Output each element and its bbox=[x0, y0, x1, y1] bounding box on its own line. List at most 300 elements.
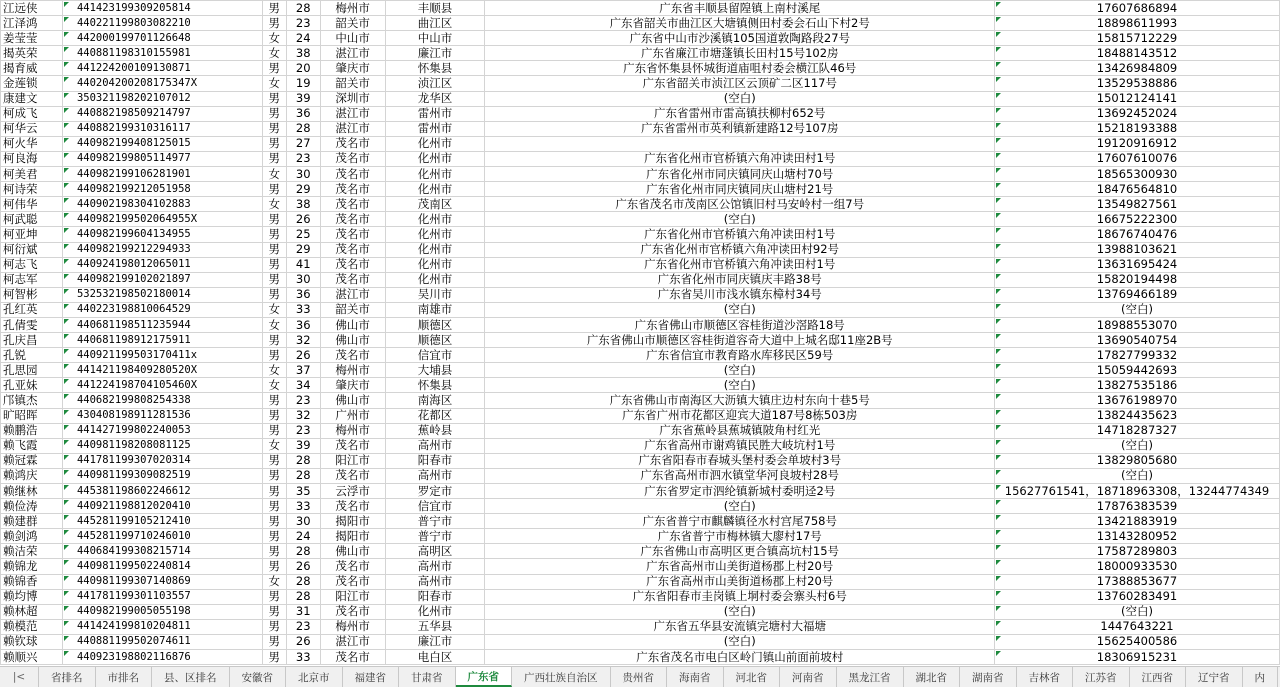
district-cell[interactable]: 怀集县 bbox=[385, 378, 485, 393]
address-cell[interactable]: 广东省阳春市春城头堡村委会单坡村3号 bbox=[485, 453, 995, 468]
address-cell[interactable]: 广东省佛山市顺德区容桂街道容奇大道中上城名邸11座2B号 bbox=[485, 333, 995, 348]
name-cell[interactable]: 柯亚坤 bbox=[1, 227, 63, 242]
name-cell[interactable]: 孔倩雯 bbox=[1, 317, 63, 332]
address-cell[interactable]: 广东省信宜市教育路水库移民区59号 bbox=[485, 348, 995, 363]
sheet-tab[interactable]: 海南省 bbox=[667, 667, 724, 687]
address-cell[interactable]: 广东省茂名市电白区岭门镇山前面前坡村 bbox=[485, 650, 995, 665]
name-cell[interactable]: 赖冠霖 bbox=[1, 453, 63, 468]
age-cell[interactable]: 28 bbox=[286, 1, 320, 16]
phone-cell[interactable]: 18565300930 bbox=[995, 167, 1280, 182]
gender-cell[interactable]: 男 bbox=[262, 151, 286, 166]
name-cell[interactable]: 赖模范 bbox=[1, 619, 63, 634]
sheet-tab[interactable]: 贵州省 bbox=[611, 667, 668, 687]
gender-cell[interactable]: 男 bbox=[262, 106, 286, 121]
phone-cell[interactable]: 13426984809 bbox=[995, 61, 1280, 76]
district-cell[interactable]: 信宜市 bbox=[385, 499, 485, 514]
gender-cell[interactable]: 男 bbox=[262, 16, 286, 31]
age-cell[interactable]: 32 bbox=[286, 333, 320, 348]
phone-cell[interactable]: (空白) bbox=[995, 302, 1280, 317]
city-cell[interactable]: 阳江市 bbox=[320, 589, 385, 604]
city-cell[interactable]: 茂名市 bbox=[320, 348, 385, 363]
district-cell[interactable]: 怀集县 bbox=[385, 61, 485, 76]
gender-cell[interactable]: 女 bbox=[262, 438, 286, 453]
district-cell[interactable]: 化州市 bbox=[385, 182, 485, 197]
name-cell[interactable]: 柯衍斌 bbox=[1, 242, 63, 257]
phone-cell[interactable]: 17388853677 bbox=[995, 574, 1280, 589]
address-cell[interactable]: (空白) bbox=[485, 91, 995, 106]
phone-cell[interactable]: 17587289803 bbox=[995, 544, 1280, 559]
address-cell[interactable]: 广东省高州市山美街道杨郡上村20号 bbox=[485, 574, 995, 589]
sheet-tab[interactable]: 广东省 bbox=[456, 667, 513, 687]
district-cell[interactable]: 化州市 bbox=[385, 272, 485, 287]
name-cell[interactable]: 柯志军 bbox=[1, 272, 63, 287]
address-cell[interactable]: 广东省化州市同庆镇同庆山塘村21号 bbox=[485, 182, 995, 197]
phone-cell[interactable]: 13824435623 bbox=[995, 408, 1280, 423]
sheet-tab[interactable]: 甘肃省 bbox=[399, 667, 456, 687]
age-cell[interactable]: 19 bbox=[286, 76, 320, 91]
age-cell[interactable]: 26 bbox=[286, 212, 320, 227]
district-cell[interactable]: 化州市 bbox=[385, 257, 485, 272]
district-cell[interactable]: 蕉岭县 bbox=[385, 423, 485, 438]
name-cell[interactable]: 孔锐 bbox=[1, 348, 63, 363]
city-cell[interactable]: 茂名市 bbox=[320, 167, 385, 182]
district-cell[interactable]: 顺德区 bbox=[385, 317, 485, 332]
id-number-cell[interactable]: 440982199102021897 bbox=[62, 272, 262, 287]
city-cell[interactable]: 梅州市 bbox=[320, 363, 385, 378]
phone-cell[interactable]: 15012124141 bbox=[995, 91, 1280, 106]
district-cell[interactable]: 廉江市 bbox=[385, 46, 485, 61]
phone-cell[interactable]: 13827535186 bbox=[995, 378, 1280, 393]
district-cell[interactable]: 顺德区 bbox=[385, 333, 485, 348]
id-number-cell[interactable]: 442000199701126648 bbox=[62, 31, 262, 46]
gender-cell[interactable]: 男 bbox=[262, 559, 286, 574]
name-cell[interactable]: 柯华云 bbox=[1, 121, 63, 136]
age-cell[interactable]: 36 bbox=[286, 317, 320, 332]
age-cell[interactable]: 29 bbox=[286, 242, 320, 257]
age-cell[interactable]: 41 bbox=[286, 257, 320, 272]
city-cell[interactable]: 肇庆市 bbox=[320, 378, 385, 393]
age-cell[interactable]: 23 bbox=[286, 393, 320, 408]
name-cell[interactable]: 江泽鸿 bbox=[1, 16, 63, 31]
phone-cell[interactable]: 13692452024 bbox=[995, 106, 1280, 121]
city-cell[interactable]: 佛山市 bbox=[320, 393, 385, 408]
district-cell[interactable]: 化州市 bbox=[385, 212, 485, 227]
age-cell[interactable]: 39 bbox=[286, 91, 320, 106]
gender-cell[interactable]: 女 bbox=[262, 46, 286, 61]
id-number-cell[interactable]: 445281199710246010 bbox=[62, 529, 262, 544]
age-cell[interactable]: 33 bbox=[286, 302, 320, 317]
age-cell[interactable]: 26 bbox=[286, 559, 320, 574]
name-cell[interactable]: 孔庆昌 bbox=[1, 333, 63, 348]
address-cell[interactable]: 广东省丰顺县留隍镇上南村溪尾 bbox=[485, 1, 995, 16]
name-cell[interactable]: 揭英荣 bbox=[1, 46, 63, 61]
age-cell[interactable]: 23 bbox=[286, 16, 320, 31]
gender-cell[interactable]: 男 bbox=[262, 212, 286, 227]
name-cell[interactable]: 姜莹莹 bbox=[1, 31, 63, 46]
district-cell[interactable]: 化州市 bbox=[385, 227, 485, 242]
address-cell[interactable]: 广东省韶关市浈江区云顶矿二区117号 bbox=[485, 76, 995, 91]
phone-cell[interactable]: 19120916912 bbox=[995, 136, 1280, 151]
gender-cell[interactable]: 男 bbox=[262, 589, 286, 604]
gender-cell[interactable]: 男 bbox=[262, 499, 286, 514]
gender-cell[interactable]: 女 bbox=[262, 76, 286, 91]
age-cell[interactable]: 33 bbox=[286, 499, 320, 514]
district-cell[interactable]: 普宁市 bbox=[385, 529, 485, 544]
address-cell[interactable]: (空白) bbox=[485, 363, 995, 378]
address-cell[interactable] bbox=[485, 136, 995, 151]
id-number-cell[interactable]: 532532198502180014 bbox=[62, 287, 262, 302]
address-cell[interactable]: 广东省化州市官桥镇六角冲读田村1号 bbox=[485, 227, 995, 242]
address-cell[interactable]: (空白) bbox=[485, 302, 995, 317]
name-cell[interactable]: 赖剑鸿 bbox=[1, 529, 63, 544]
id-number-cell[interactable]: 440982199805114977 bbox=[62, 151, 262, 166]
id-number-cell[interactable]: 440682199808254338 bbox=[62, 393, 262, 408]
address-cell[interactable]: 广东省吴川市浅水镇东樟村34号 bbox=[485, 287, 995, 302]
id-number-cell[interactable]: 440982199604134955 bbox=[62, 227, 262, 242]
city-cell[interactable]: 湛江市 bbox=[320, 287, 385, 302]
gender-cell[interactable]: 男 bbox=[262, 484, 286, 499]
address-cell[interactable]: 广东省罗定市泗纶镇新城村委明迳2号 bbox=[485, 484, 995, 499]
phone-cell[interactable]: 18898611993 bbox=[995, 16, 1280, 31]
phone-cell[interactable]: 18476564810 bbox=[995, 182, 1280, 197]
name-cell[interactable]: 柯成飞 bbox=[1, 106, 63, 121]
address-cell[interactable]: 广东省中山市沙溪镇105国道敦陶路段27号 bbox=[485, 31, 995, 46]
sheet-tab[interactable]: 辽宁省 bbox=[1186, 667, 1243, 687]
phone-cell[interactable]: 17827799332 bbox=[995, 348, 1280, 363]
name-cell[interactable]: 赖飞霞 bbox=[1, 438, 63, 453]
id-number-cell[interactable]: 440882198509214797 bbox=[62, 106, 262, 121]
district-cell[interactable]: 普宁市 bbox=[385, 514, 485, 529]
address-cell[interactable]: 广东省阳春市圭岗镇上垌村委会寨头村6号 bbox=[485, 589, 995, 604]
age-cell[interactable]: 20 bbox=[286, 61, 320, 76]
age-cell[interactable]: 32 bbox=[286, 408, 320, 423]
district-cell[interactable]: 阳春市 bbox=[385, 453, 485, 468]
address-cell[interactable]: 广东省化州市官桥镇六角冲读田村1号 bbox=[485, 257, 995, 272]
name-cell[interactable]: 邝镇杰 bbox=[1, 393, 63, 408]
id-number-cell[interactable]: 440982199005055198 bbox=[62, 604, 262, 619]
age-cell[interactable]: 28 bbox=[286, 453, 320, 468]
phone-cell[interactable]: 18306915231 bbox=[995, 650, 1280, 665]
age-cell[interactable]: 31 bbox=[286, 604, 320, 619]
id-number-cell[interactable]: 441224200109130871 bbox=[62, 61, 262, 76]
tab-nav-first[interactable]: |< bbox=[0, 667, 39, 687]
city-cell[interactable]: 揭阳市 bbox=[320, 514, 385, 529]
city-cell[interactable]: 茂名市 bbox=[320, 242, 385, 257]
age-cell[interactable]: 28 bbox=[286, 589, 320, 604]
gender-cell[interactable]: 男 bbox=[262, 634, 286, 649]
id-number-cell[interactable]: 441423199309205814 bbox=[62, 1, 262, 16]
name-cell[interactable]: 孔红英 bbox=[1, 302, 63, 317]
name-cell[interactable]: 柯智彬 bbox=[1, 287, 63, 302]
address-cell[interactable]: 广东省普宁市梅林镇大廖村17号 bbox=[485, 529, 995, 544]
sheet-tab[interactable]: 黑龙江省 bbox=[837, 667, 904, 687]
id-number-cell[interactable]: 440882199310316117 bbox=[62, 121, 262, 136]
city-cell[interactable]: 韶关市 bbox=[320, 302, 385, 317]
city-cell[interactable]: 茂名市 bbox=[320, 438, 385, 453]
city-cell[interactable]: 茂名市 bbox=[320, 212, 385, 227]
phone-cell[interactable]: 13143280952 bbox=[995, 529, 1280, 544]
gender-cell[interactable]: 男 bbox=[262, 227, 286, 242]
district-cell[interactable]: 吴川市 bbox=[385, 287, 485, 302]
age-cell[interactable]: 30 bbox=[286, 514, 320, 529]
name-cell[interactable]: 赖钦球 bbox=[1, 634, 63, 649]
name-cell[interactable]: 康建文 bbox=[1, 91, 63, 106]
phone-cell[interactable]: 15815712229 bbox=[995, 31, 1280, 46]
phone-cell[interactable]: 13529538886 bbox=[995, 76, 1280, 91]
id-number-cell[interactable]: 440981199502240814 bbox=[62, 559, 262, 574]
gender-cell[interactable]: 女 bbox=[262, 378, 286, 393]
district-cell[interactable]: 中山市 bbox=[385, 31, 485, 46]
phone-cell[interactable]: 15627761541，18718963308，13244774349 bbox=[995, 484, 1280, 499]
sheet-tab[interactable]: 湖北省 bbox=[904, 667, 961, 687]
id-number-cell[interactable]: 440684199308215714 bbox=[62, 544, 262, 559]
id-number-cell[interactable]: 440924198012065011 bbox=[62, 257, 262, 272]
gender-cell[interactable]: 女 bbox=[262, 302, 286, 317]
id-number-cell[interactable]: 440681198511235944 bbox=[62, 317, 262, 332]
sheet-tab[interactable]: 北京市 bbox=[286, 667, 343, 687]
id-number-cell[interactable]: 440981199307140869 bbox=[62, 574, 262, 589]
address-cell[interactable]: 广东省佛山市南海区大沥镇大镇庄边村东向十巷5号 bbox=[485, 393, 995, 408]
district-cell[interactable]: 高州市 bbox=[385, 468, 485, 483]
address-cell[interactable]: 广东省茂名市茂南区公馆镇旧村马安岭村一组7号 bbox=[485, 197, 995, 212]
age-cell[interactable]: 33 bbox=[286, 650, 320, 665]
district-cell[interactable]: 高州市 bbox=[385, 559, 485, 574]
id-number-cell[interactable]: 441424199810204811 bbox=[62, 619, 262, 634]
address-cell[interactable]: 广东省高州市谢鸡镇民胜大岐坑村1号 bbox=[485, 438, 995, 453]
district-cell[interactable]: 雷州市 bbox=[385, 121, 485, 136]
name-cell[interactable]: 柯志飞 bbox=[1, 257, 63, 272]
address-cell[interactable]: 广东省廉江市塘蓬镇长田村15号102房 bbox=[485, 46, 995, 61]
age-cell[interactable]: 35 bbox=[286, 484, 320, 499]
address-cell[interactable]: 广东省广州市花都区迎宾大道187号8栋503房 bbox=[485, 408, 995, 423]
sheet-tab[interactable]: 河南省 bbox=[780, 667, 837, 687]
age-cell[interactable]: 25 bbox=[286, 227, 320, 242]
phone-cell[interactable]: 17876383539 bbox=[995, 499, 1280, 514]
name-cell[interactable]: 赖林超 bbox=[1, 604, 63, 619]
district-cell[interactable]: 化州市 bbox=[385, 604, 485, 619]
id-number-cell[interactable]: 441224198704105460X bbox=[62, 378, 262, 393]
age-cell[interactable]: 30 bbox=[286, 272, 320, 287]
id-number-cell[interactable]: 441421198409280520X bbox=[62, 363, 262, 378]
phone-cell[interactable]: 13421883919 bbox=[995, 514, 1280, 529]
gender-cell[interactable]: 男 bbox=[262, 650, 286, 665]
age-cell[interactable]: 30 bbox=[286, 167, 320, 182]
phone-cell[interactable]: 13829805680 bbox=[995, 453, 1280, 468]
phone-cell[interactable]: 15625400586 bbox=[995, 634, 1280, 649]
sheet-tab[interactable]: 内 bbox=[1243, 667, 1279, 687]
name-cell[interactable]: 旷昭晖 bbox=[1, 408, 63, 423]
phone-cell[interactable]: 15059442693 bbox=[995, 363, 1280, 378]
district-cell[interactable]: 高州市 bbox=[385, 438, 485, 453]
address-cell[interactable]: 广东省雷州市雷高镇扶柳村652号 bbox=[485, 106, 995, 121]
phone-cell[interactable]: 15218193388 bbox=[995, 121, 1280, 136]
district-cell[interactable]: 花都区 bbox=[385, 408, 485, 423]
id-number-cell[interactable]: 440902198304102883 bbox=[62, 197, 262, 212]
gender-cell[interactable]: 男 bbox=[262, 514, 286, 529]
address-cell[interactable]: 广东省雷州市英利镇新建路12号107房 bbox=[485, 121, 995, 136]
gender-cell[interactable]: 男 bbox=[262, 423, 286, 438]
gender-cell[interactable]: 男 bbox=[262, 91, 286, 106]
name-cell[interactable]: 孔亚妹 bbox=[1, 378, 63, 393]
city-cell[interactable]: 茂名市 bbox=[320, 468, 385, 483]
sheet-tab[interactable]: 江苏省 bbox=[1073, 667, 1130, 687]
district-cell[interactable]: 五华县 bbox=[385, 619, 485, 634]
gender-cell[interactable]: 女 bbox=[262, 574, 286, 589]
sheet-tab[interactable]: 县、区排名 bbox=[152, 667, 230, 687]
phone-cell[interactable]: 15820194498 bbox=[995, 272, 1280, 287]
address-cell[interactable]: 广东省佛山市高明区更合镇高坑村15号 bbox=[485, 544, 995, 559]
gender-cell[interactable]: 男 bbox=[262, 136, 286, 151]
id-number-cell[interactable]: 445381198602246612 bbox=[62, 484, 262, 499]
gender-cell[interactable]: 男 bbox=[262, 121, 286, 136]
gender-cell[interactable]: 女 bbox=[262, 363, 286, 378]
id-number-cell[interactable]: 440982199212294933 bbox=[62, 242, 262, 257]
age-cell[interactable]: 26 bbox=[286, 348, 320, 363]
phone-cell[interactable]: (空白) bbox=[995, 604, 1280, 619]
phone-cell[interactable]: 14718287327 bbox=[995, 423, 1280, 438]
city-cell[interactable]: 茂名市 bbox=[320, 559, 385, 574]
city-cell[interactable]: 揭阳市 bbox=[320, 529, 385, 544]
id-number-cell[interactable]: 440881198310155981 bbox=[62, 46, 262, 61]
city-cell[interactable]: 韶关市 bbox=[320, 76, 385, 91]
age-cell[interactable]: 28 bbox=[286, 574, 320, 589]
phone-cell[interactable]: 13690540754 bbox=[995, 333, 1280, 348]
gender-cell[interactable]: 男 bbox=[262, 287, 286, 302]
phone-cell[interactable]: 16675222300 bbox=[995, 212, 1280, 227]
id-number-cell[interactable]: 440981199309082519 bbox=[62, 468, 262, 483]
gender-cell[interactable]: 男 bbox=[262, 182, 286, 197]
city-cell[interactable]: 中山市 bbox=[320, 31, 385, 46]
sheet-tab[interactable]: 吉林省 bbox=[1017, 667, 1074, 687]
district-cell[interactable]: 龙华区 bbox=[385, 91, 485, 106]
city-cell[interactable]: 茂名市 bbox=[320, 136, 385, 151]
district-cell[interactable]: 化州市 bbox=[385, 151, 485, 166]
age-cell[interactable]: 28 bbox=[286, 121, 320, 136]
address-cell[interactable]: 广东省化州市同庆镇同庆山塘村70号 bbox=[485, 167, 995, 182]
city-cell[interactable]: 茂名市 bbox=[320, 151, 385, 166]
id-number-cell[interactable]: 440982199212051958 bbox=[62, 182, 262, 197]
id-number-cell[interactable]: 440982199106281901 bbox=[62, 167, 262, 182]
address-cell[interactable]: (空白) bbox=[485, 499, 995, 514]
name-cell[interactable]: 柯伟华 bbox=[1, 197, 63, 212]
address-cell[interactable]: 广东省佛山市顺德区容桂街道沙滘路18号 bbox=[485, 317, 995, 332]
id-number-cell[interactable]: 441427199802240053 bbox=[62, 423, 262, 438]
address-cell[interactable]: 广东省蕉岭县蕉城镇陂角村红光 bbox=[485, 423, 995, 438]
age-cell[interactable]: 29 bbox=[286, 182, 320, 197]
gender-cell[interactable]: 男 bbox=[262, 61, 286, 76]
phone-cell[interactable]: (空白) bbox=[995, 468, 1280, 483]
id-number-cell[interactable]: 440223198810064529 bbox=[62, 302, 262, 317]
gender-cell[interactable]: 男 bbox=[262, 453, 286, 468]
address-cell[interactable]: 广东省化州市官桥镇六角冲读田村1号 bbox=[485, 151, 995, 166]
district-cell[interactable]: 南海区 bbox=[385, 393, 485, 408]
phone-cell[interactable]: 18676740476 bbox=[995, 227, 1280, 242]
sheet-tab[interactable]: 安徽省 bbox=[230, 667, 287, 687]
city-cell[interactable]: 肇庆市 bbox=[320, 61, 385, 76]
city-cell[interactable]: 佛山市 bbox=[320, 317, 385, 332]
city-cell[interactable]: 佛山市 bbox=[320, 333, 385, 348]
gender-cell[interactable]: 男 bbox=[262, 468, 286, 483]
district-cell[interactable]: 信宜市 bbox=[385, 348, 485, 363]
city-cell[interactable]: 茂名市 bbox=[320, 182, 385, 197]
id-number-cell[interactable]: 440921198812020410 bbox=[62, 499, 262, 514]
city-cell[interactable]: 湛江市 bbox=[320, 106, 385, 121]
age-cell[interactable]: 37 bbox=[286, 363, 320, 378]
city-cell[interactable]: 广州市 bbox=[320, 408, 385, 423]
district-cell[interactable]: 化州市 bbox=[385, 167, 485, 182]
age-cell[interactable]: 38 bbox=[286, 46, 320, 61]
city-cell[interactable]: 梅州市 bbox=[320, 619, 385, 634]
address-cell[interactable]: (空白) bbox=[485, 634, 995, 649]
name-cell[interactable]: 赖顺兴 bbox=[1, 650, 63, 665]
name-cell[interactable]: 柯武聪 bbox=[1, 212, 63, 227]
phone-cell[interactable]: 1447643221 bbox=[995, 619, 1280, 634]
phone-cell[interactable]: 13988103621 bbox=[995, 242, 1280, 257]
address-cell[interactable]: 广东省五华县安流镇完塘村大福塘 bbox=[485, 619, 995, 634]
gender-cell[interactable]: 男 bbox=[262, 604, 286, 619]
gender-cell[interactable]: 男 bbox=[262, 529, 286, 544]
name-cell[interactable]: 柯火华 bbox=[1, 136, 63, 151]
district-cell[interactable]: 化州市 bbox=[385, 136, 485, 151]
city-cell[interactable]: 茂名市 bbox=[320, 272, 385, 287]
gender-cell[interactable]: 女 bbox=[262, 31, 286, 46]
sheet-tab[interactable]: 河北省 bbox=[724, 667, 781, 687]
district-cell[interactable]: 雷州市 bbox=[385, 106, 485, 121]
gender-cell[interactable]: 女 bbox=[262, 317, 286, 332]
sheet-tab[interactable]: 福建省 bbox=[343, 667, 400, 687]
city-cell[interactable]: 茂名市 bbox=[320, 499, 385, 514]
name-cell[interactable]: 柯诗荣 bbox=[1, 182, 63, 197]
district-cell[interactable]: 茂南区 bbox=[385, 197, 485, 212]
address-cell[interactable]: 广东省化州市同庆镇庆丰路38号 bbox=[485, 272, 995, 287]
phone-cell[interactable]: 13549827561 bbox=[995, 197, 1280, 212]
address-cell[interactable]: 广东省高州市山美街道杨郡上村20号 bbox=[485, 559, 995, 574]
gender-cell[interactable]: 男 bbox=[262, 242, 286, 257]
name-cell[interactable]: 赖鹏浩 bbox=[1, 423, 63, 438]
id-number-cell[interactable]: 440982199408125015 bbox=[62, 136, 262, 151]
name-cell[interactable]: 赖鸿庆 bbox=[1, 468, 63, 483]
city-cell[interactable]: 佛山市 bbox=[320, 544, 385, 559]
age-cell[interactable]: 39 bbox=[286, 438, 320, 453]
address-cell[interactable]: 广东省普宁市麒麟镇径水村宫尾758号 bbox=[485, 514, 995, 529]
city-cell[interactable]: 茂名市 bbox=[320, 197, 385, 212]
age-cell[interactable]: 27 bbox=[286, 136, 320, 151]
district-cell[interactable]: 大埔县 bbox=[385, 363, 485, 378]
id-number-cell[interactable]: 441781199307020314 bbox=[62, 453, 262, 468]
gender-cell[interactable]: 男 bbox=[262, 333, 286, 348]
gender-cell[interactable]: 男 bbox=[262, 257, 286, 272]
age-cell[interactable]: 38 bbox=[286, 197, 320, 212]
city-cell[interactable]: 茂名市 bbox=[320, 604, 385, 619]
id-number-cell[interactable]: 440921199503170411x bbox=[62, 348, 262, 363]
sheet-tab[interactable]: 省排名 bbox=[39, 667, 96, 687]
gender-cell[interactable]: 男 bbox=[262, 544, 286, 559]
age-cell[interactable]: 28 bbox=[286, 468, 320, 483]
district-cell[interactable]: 高州市 bbox=[385, 574, 485, 589]
district-cell[interactable]: 阳春市 bbox=[385, 589, 485, 604]
city-cell[interactable]: 湛江市 bbox=[320, 46, 385, 61]
address-cell[interactable]: 广东省韶关市曲江区大塘镇侧田村委会石山下村2号 bbox=[485, 16, 995, 31]
gender-cell[interactable]: 男 bbox=[262, 393, 286, 408]
id-number-cell[interactable]: 440981198208081125 bbox=[62, 438, 262, 453]
district-cell[interactable]: 化州市 bbox=[385, 242, 485, 257]
age-cell[interactable]: 24 bbox=[286, 529, 320, 544]
age-cell[interactable]: 23 bbox=[286, 619, 320, 634]
phone-cell[interactable]: 13760283491 bbox=[995, 589, 1280, 604]
address-cell[interactable]: 广东省化州市官桥镇六角冲读田村92号 bbox=[485, 242, 995, 257]
phone-cell[interactable]: 18000933530 bbox=[995, 559, 1280, 574]
phone-cell[interactable]: 13769466189 bbox=[995, 287, 1280, 302]
